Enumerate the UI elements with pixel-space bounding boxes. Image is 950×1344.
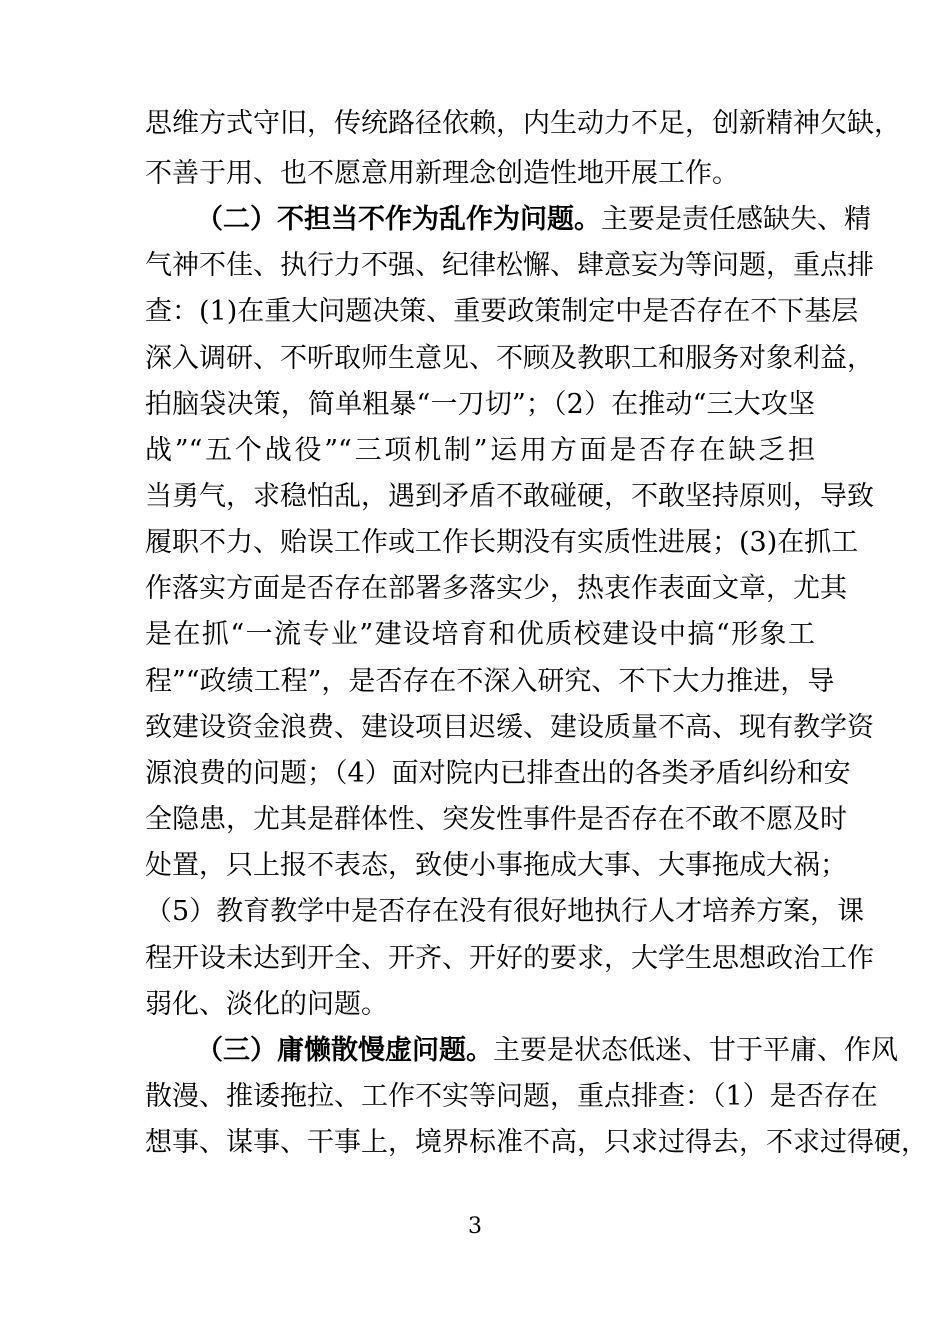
body-line-7: 拍脑袋决策，简单粗暴“一刀切”；（2）在推动“三大攻坚 (145, 389, 815, 420)
body-line-8: 战”“五个战役”“三项机制”运用方面是否存在缺乏担 (145, 435, 815, 466)
body-line-12: 是在抓“一流专业”建设培育和优质校建设中搞“形象工 (145, 619, 815, 650)
body-line-19: 程开设未达到开全、开齐、开好的要求，大学生思想政治工作 (145, 943, 874, 974)
body-line-9: 当勇气，求稳怕乱，遇到矛盾不敢碰硬，不敢坚持原则，导致 (145, 481, 874, 512)
section-heading-line-2 (196, 200, 871, 240)
body-line-1: 思维方式守旧，传统路径依赖，内生动力不足，创新精神欠缺， (145, 108, 901, 139)
body-line-23: 想事、谋事、干事上，境界标准不高，只求过得去，不求过得硬， (145, 1127, 928, 1158)
body-line-5: 查：(1)在重大问题决策、重要政策制定中是否存在不下基层 (145, 296, 859, 327)
section-3-intro-text: 主要是状态低迷、甘于平庸、作风 (493, 1035, 898, 1066)
section-2-intro-text: 主要是责任感缺失、精 (601, 204, 871, 235)
body-line-22: 散漫、推诿拖拉、工作不实等问题，重点排查：（1）是否存在 (145, 1081, 878, 1112)
body-line-11: 作落实方面是否存在部署多落实少，热衷作表面文章，尤其 (145, 573, 847, 604)
body-line-18: （5）教育教学中是否存在没有很好地执行人才培养方案，课 (145, 896, 865, 927)
page-number: 3 (468, 1214, 482, 1239)
body-line-13: 程”“政绩工程”，是否存在不深入研究、不下大力推进，导 (145, 666, 835, 697)
section-heading-2: （二）不担当不作为乱作为问题。 (196, 204, 601, 235)
body-line-2: 不善于用、也不愿意用新理念创造性地开展工作。 (145, 158, 739, 189)
body-line-14: 致建设资金浪费、建设项目迟缓、建设质量不高、现有教学资 (145, 712, 874, 743)
body-line-6: 深入调研、不听取师生意见、不顾及教职工和服务对象利益， (145, 343, 874, 374)
body-line-17: 处置，只上报不表态，致使小事拖成大事、大事拖成大祸； (145, 850, 847, 881)
body-line-4: 气神不佳、执行力不强、纪律松懈、肆意妄为等问题，重点排 (145, 250, 874, 281)
body-line-16: 全隐患，尤其是群体性、突发性事件是否存在不敢不愿及时 (145, 804, 847, 835)
body-line-20: 弱化、淡化的问题。 (145, 989, 388, 1020)
body-line-10: 履职不力、贻误工作或工作长期没有实质性进展；(3)在抓工 (145, 527, 859, 558)
body-line-15: 源浪费的问题；（4）面对院内已排查出的各类矛盾纠纷和安 (145, 758, 851, 789)
section-heading-3: （三）庸懒散慢虚问题。 (196, 1035, 493, 1066)
section-heading-line-3 (196, 1031, 898, 1071)
